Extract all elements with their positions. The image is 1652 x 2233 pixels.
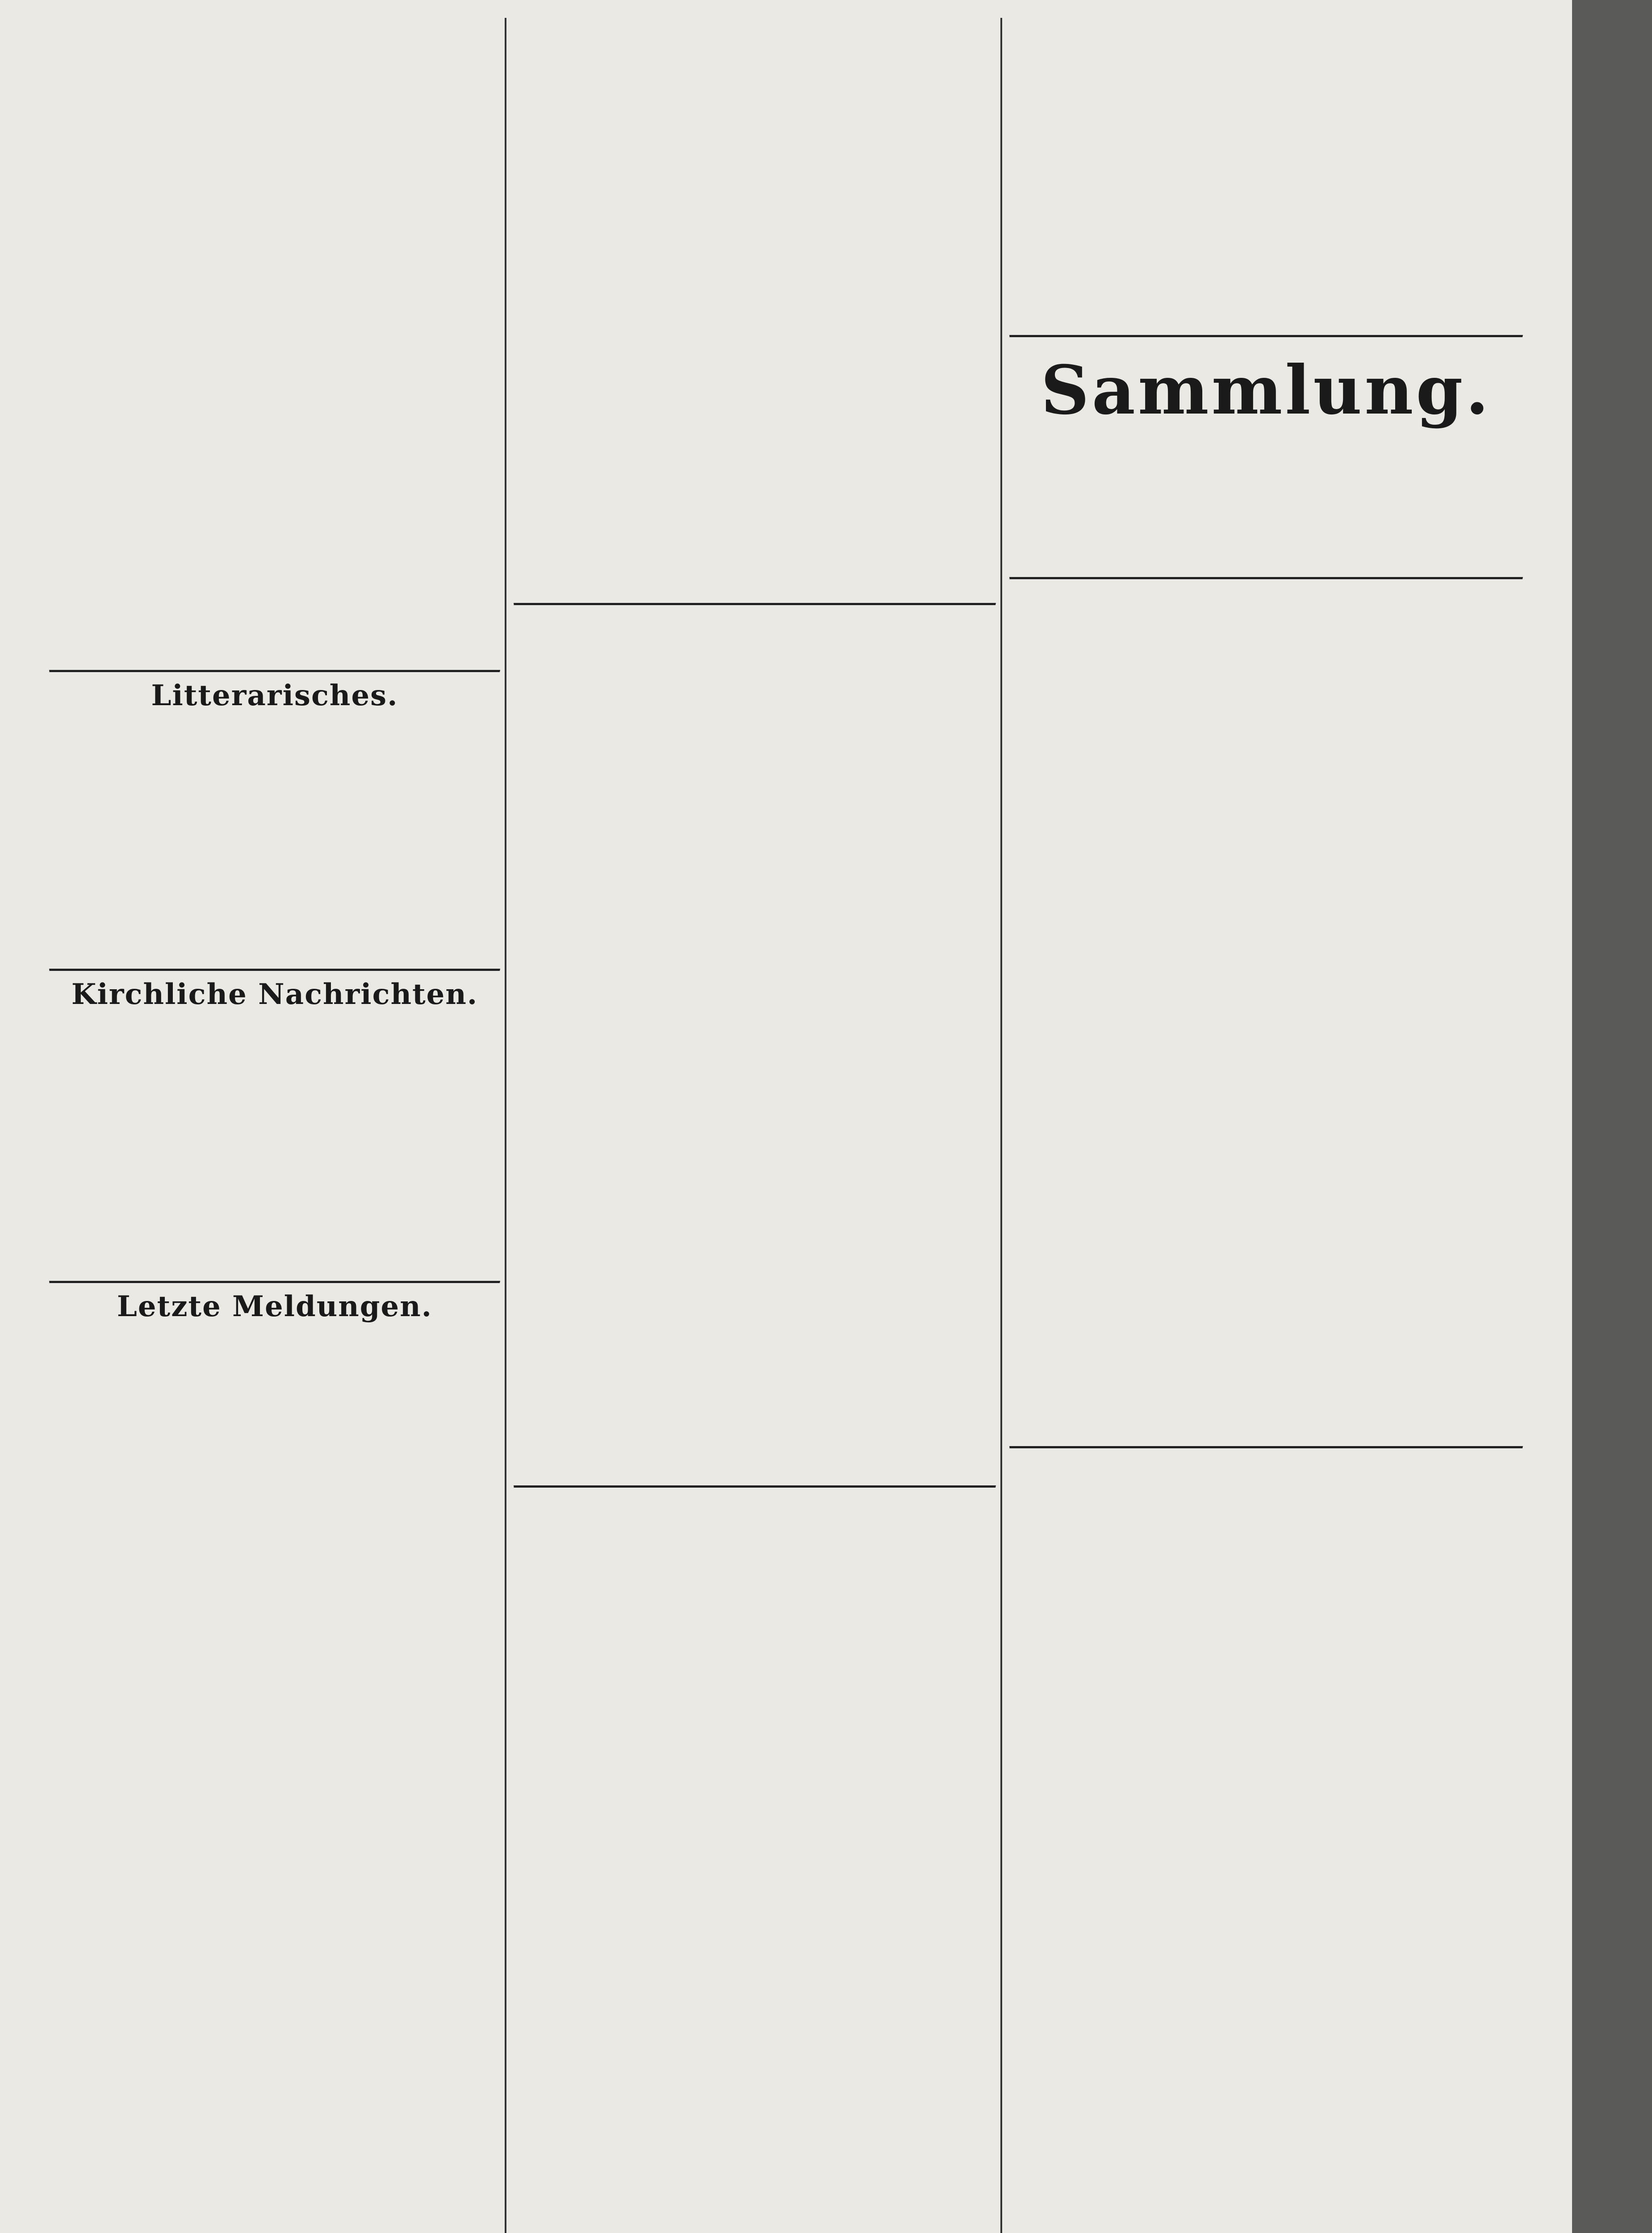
body-text [514,27,996,603]
body-text [1009,443,1523,577]
body-text [49,1330,500,2233]
section-heading-sammlung: Sammlung. [1041,351,1492,430]
section-heading-letzte-meldungen: Letzte Meldungen. [117,1290,433,1323]
column-right [1009,27,1523,2233]
column-left [49,27,500,2233]
lottery-number-list [1009,1449,1523,2233]
section-heading-litterarisches: Litterarisches. [151,679,398,712]
section-heading-kirchliche-nachrichten: Kirchliche Nachrichten. [71,978,478,1011]
body-text [1009,27,1523,335]
column-rule [1000,18,1002,2233]
body-text [49,27,500,670]
lottery-number-list [1009,580,1523,1446]
body-text [49,719,500,969]
lottery-number-list [514,1488,996,2233]
column-middle [514,27,996,2233]
column-rule [505,18,506,2233]
body-text [49,1017,500,1281]
lottery-number-list [514,606,996,1485]
